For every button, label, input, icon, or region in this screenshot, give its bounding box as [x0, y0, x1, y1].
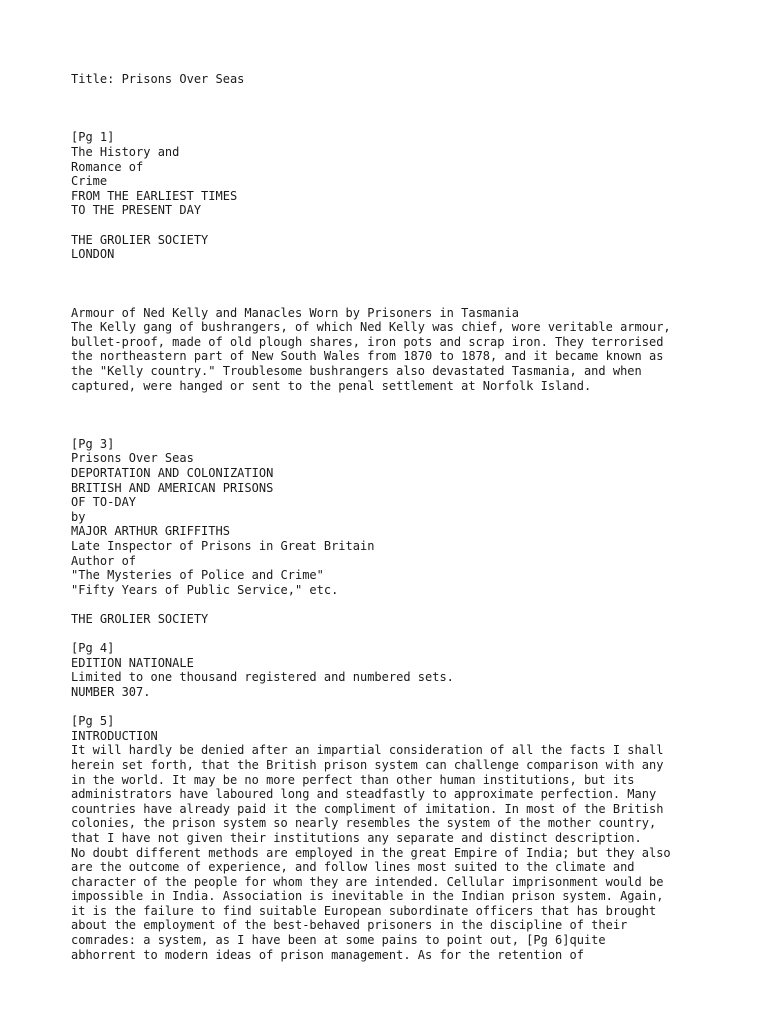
text-line: THE GROLIER SOCIETY [71, 612, 209, 627]
text-line: [Pg 5] [71, 714, 115, 729]
text-line: character of the people for whom they are intended. Cellular imprisonment would be [71, 874, 664, 889]
text-line: about the employment of the best-behaved prisoners in the discipline of their [71, 918, 628, 933]
text-line: administrators have laboured long and steadfastly to approximate perfection. Many [71, 787, 657, 802]
text-line: FROM THE EARLIEST TIMES [71, 188, 238, 203]
text-line: Author of [71, 553, 137, 568]
text-line: impossible in India. Association is inevitable in the Indian prison system. Again, [71, 889, 664, 904]
text-line: Crime [71, 174, 108, 189]
text-line: colonies, the prison system so nearly resembles the system of the mother country, [71, 816, 657, 831]
text-line: in the world. It may be no more perfect than other human institutions, but its [71, 772, 635, 787]
document-body [71, 130, 751, 962]
text-line: [Pg 3] [71, 436, 115, 451]
section-publisher2 [71, 612, 751, 627]
text-line: "Fifty Years of Public Service," etc. [71, 582, 339, 597]
text-line: BRITISH AND AMERICAN PRISONS [71, 480, 274, 495]
text-line: captured, were hanged or sent to the penal settlement at Norfolk Island. [71, 378, 592, 393]
text-line: countries have already paid it the compliment of imitation. In most of the British [71, 801, 664, 816]
text-line: it is the failure to find suitable European subordinate officers that has brought [71, 903, 657, 918]
text-line: Romance of [71, 159, 144, 174]
text-line: No doubt different methods are employed in the great Empire of India; but they also [71, 845, 671, 860]
text-line: the northeastern part of New South Wales from 1870 to 1878, and it became known as [71, 349, 664, 364]
text-line: comrades: a system, as I have been at some pains to point out, [Pg 6]quite [71, 933, 606, 948]
text-line: Limited to one thousand registered and numbered sets. [71, 670, 454, 685]
document-title-line: Title: Prisons Over Seas [71, 72, 245, 86]
text-line: that I have not given their institutions any separate and distinct description. [71, 830, 642, 845]
text-line: bullet-proof, made of old plough shares, iron pots and scrap iron. They terrorised [71, 334, 664, 349]
text-line: Late Inspector of Prisons in Great Britain [71, 539, 375, 554]
text-line: INTRODUCTION [71, 728, 158, 743]
text-line: [Pg 4] [71, 641, 115, 656]
document-page [71, 72, 751, 962]
section-publisher1 [71, 233, 751, 262]
text-line: The History and [71, 144, 180, 159]
text-line: "The Mysteries of Police and Crime" [71, 568, 324, 583]
section-pg3 [71, 437, 751, 598]
text-line: EDITION NATIONALE [71, 655, 194, 670]
text-line: the "Kelly country." Troublesome bushrangers also devastated Tasmania, and when [71, 363, 642, 378]
section-pg1 [71, 130, 751, 218]
text-line: THE GROLIER SOCIETY [71, 232, 209, 247]
text-line: Prisons Over Seas [71, 451, 194, 466]
text-line: [Pg 1] [71, 130, 115, 145]
text-line: are the outcome of experience, and follow lines most suited to the climate and [71, 860, 635, 875]
text-line: It will hardly be denied after an impartial consideration of all the facts I shall [71, 743, 664, 758]
text-line: by [71, 509, 86, 524]
text-line: herein set forth, that the British prison system can challenge comparison with any [71, 757, 664, 772]
section-pg4 [71, 641, 751, 699]
text-line: TO THE PRESENT DAY [71, 203, 202, 218]
section-frontispiece [71, 306, 751, 394]
section-pg5 [71, 714, 751, 962]
text-line: NUMBER 307. [71, 684, 151, 699]
text-line: abhorrent to modern ideas of prison management. As for the retention of [71, 947, 584, 962]
text-line: OF TO-DAY [71, 495, 137, 510]
text-line: MAJOR ARTHUR GRIFFITHS [71, 524, 230, 539]
text-line: Armour of Ned Kelly and Manacles Worn by Prisoners in Tasmania [71, 305, 519, 320]
text-line: LONDON [71, 247, 115, 262]
text-line: DEPORTATION AND COLONIZATION [71, 466, 274, 481]
text-line: The Kelly gang of bushrangers, of which Ned Kelly was chief, wore veritable armour, [71, 320, 671, 335]
